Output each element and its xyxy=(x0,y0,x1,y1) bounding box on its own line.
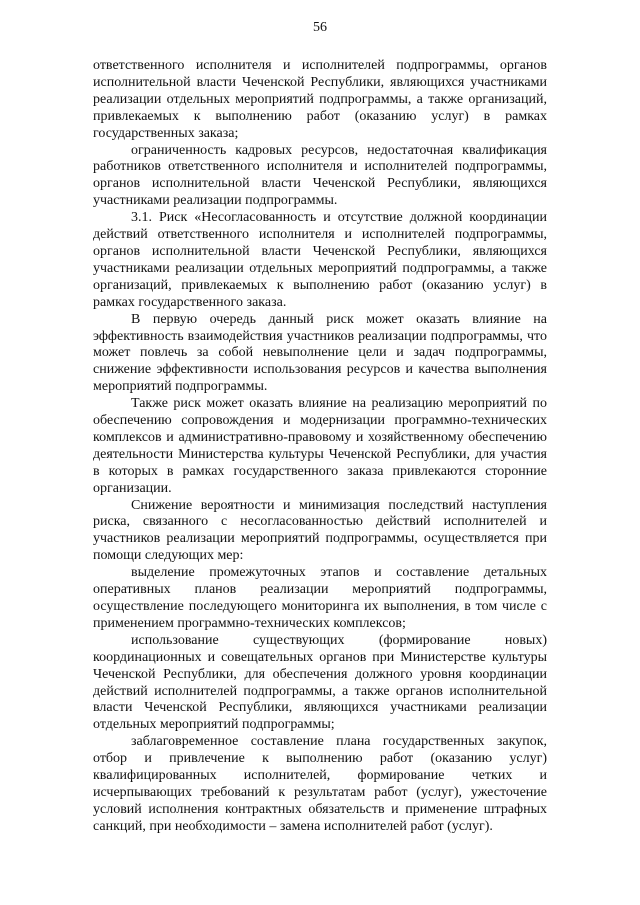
paragraph-mitigation-intro: Снижение вероятности и минимизация последствий наступления риска, связанного с несогласованностью действий исполнителей и участников реализации мероприятий подпрограммы, осуществляется при помощи следующих мер: xyxy=(93,497,547,564)
page-number: 56 xyxy=(313,20,327,35)
paragraph-continuation: ответственного исполнителя и исполнителей подпрограммы, органов исполнительной власти Чеченской Республики, являющихся участниками реализации отдельных мероприятий подпрограммы, а также организаций, привлекаемых к выполнению работ (оказанию услуг) в рамках государственных заказа; xyxy=(93,58,547,141)
list-item-interim-stages: выделение промежуточных этапов и составление детальных оперативных планов реализации мероприятий подпрограммы, осуществление последующего мониторинга их выполнения, в том числе с применением программно-технических комплексов; xyxy=(93,565,547,631)
paragraph-risk-also: Также риск может оказать влияние на реализацию мероприятий по обеспечению сопровождения и модернизации программно-технических комплексов и административно-правовому и хозяйственному обеспечению деятельности Министерства культуры Чеченской Республики, для участия в которых в рамках государственного заказа привлекаются сторонние организации. xyxy=(93,396,547,496)
paragraph-risk-3-1: 3.1. Риск «Несогласованность и отсутствие должной координации действий ответственного исполнителя и исполнителей подпрограммы, органов исполнительной власти Чеченской Республики, являющихся участниками реализации отдельных мероприятий подпрограммы, а также организаций, привлекаемых к выполнению работ (оказанию услуг) в рамках государственного заказа. xyxy=(93,210,547,310)
paragraph-limited-resources: ограниченность кадровых ресурсов, недостаточная квалификация работников ответственного исполнителя и исполнителей подпрограммы, органов исполнительной власти Чеченской Республики, являющихся участниками реализации подпрограммы. xyxy=(93,142,547,209)
list-item-procurement-plan: заблаговременное составление плана государственных закупок, отбор и привлечение к выполнению работ (оказанию услуг) квалифицированных исполнителей, формирование четких и исчерпывающих требований к результатам работ (услуг), ужесточение условий исполнения контрактных обязательств и применение штрафных санкций, при необходимости – замена исполнителей работ (услуг). xyxy=(93,734,547,834)
paragraph-risk-impact: В первую очередь данный риск может оказать влияние на эффективность взаимодействия участников реализации подпрограммы, что может повлечь за собой невыполнение цели и задач подпрограммы, снижение эффективности использования ресурсов и качества выполнения мероприятий подпрограммы. xyxy=(93,311,547,395)
list-item-coordination-bodies: использование существующих (формирование новых) координационных и совещательных органов при Министерстве культуры Чеченской Республики, для обеспечения должного уровня координации действий исполнителей подпрограммы, а также органов исполнительной власти Чеченской Республики, являющихся участниками реализации отдельных мероприятий подпрограммы; xyxy=(93,632,547,733)
document-body xyxy=(93,58,547,836)
